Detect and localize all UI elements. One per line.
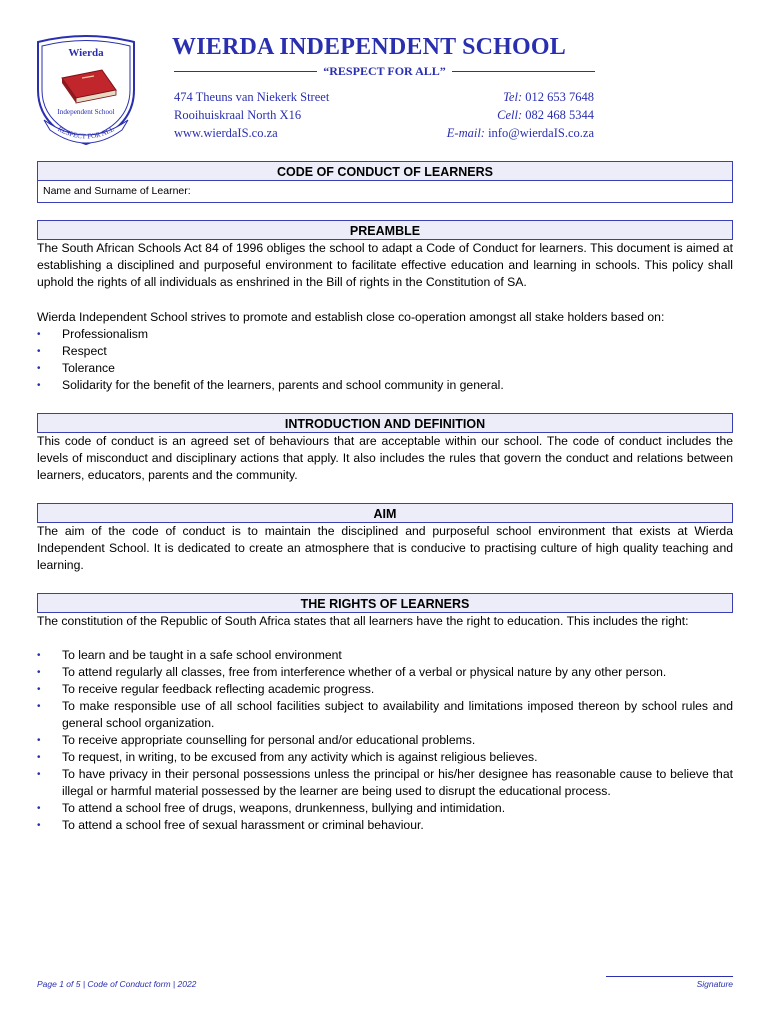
form-title: CODE OF CONDUCT OF LEARNERS: [37, 161, 733, 181]
motto: “RESPECT FOR ALL”: [323, 63, 446, 78]
bullet-icon: •: [37, 735, 41, 746]
motto-rule-left: [174, 71, 317, 72]
introduction-text: This code of conduct is an agreed set of behaviours that are acceptable within our school. The code of conduct includes the levels of misconduct and disciplinary actions that apply. It also includes the rules that govern the conduct and relations between learners, educators, parents and the community.: [37, 434, 733, 482]
list-item: • Professionalism: [37, 327, 149, 341]
email-label: E-mail:: [446, 126, 485, 140]
list-item: • To attend a school free of sexual harassment or criminal behaviour.: [37, 818, 424, 832]
list-item: • Tolerance: [37, 361, 115, 375]
list-item: • To attend regularly all classes, free from interference whether of a verbal or physical nature by any other person.: [37, 665, 667, 679]
bullet-icon: •: [37, 363, 41, 374]
address-line-1: 474 Theuns van Niekerk Street: [174, 90, 330, 104]
contact-numbers: [447, 88, 594, 142]
learner-name-label: Name and Surname of Learner:: [43, 185, 191, 197]
email-row: [447, 124, 594, 142]
logo-top-text: Wierda: [68, 47, 104, 59]
list-item: • To request, in writing, to be excused from any activity which is against religious believes.: [37, 750, 538, 764]
page-footer-info: Page 1 of 5 | Code of Conduct form | 2022: [37, 979, 197, 989]
tel-value: 012 653 7648: [525, 90, 594, 104]
introduction-heading: INTRODUCTION AND DEFINITION: [37, 413, 733, 433]
rights-list: [37, 647, 733, 834]
aim-heading: AIM: [37, 503, 733, 523]
tel-row: [447, 88, 594, 106]
bullet-icon: •: [37, 346, 41, 357]
aim-text: The aim of the code of conduct is to maintain the disciplined and purposeful school environment that exists at Wierda Independent School. It is dedicated to create an atmosphere that is conducive to practising culture of high quality teaching and learning.: [37, 524, 733, 572]
list-item: • Solidarity for the benefit of the learners, parents and school community in general.: [37, 378, 504, 392]
bullet-icon: •: [37, 701, 41, 712]
bullet-icon: •: [37, 803, 41, 814]
cell-value: 082 468 5344: [525, 108, 594, 122]
bullet-icon: •: [37, 820, 41, 831]
bullet-icon: •: [37, 752, 41, 763]
logo-middle-text: Independent School: [57, 108, 115, 116]
bullet-icon: •: [37, 650, 41, 661]
list-item: • To learn and be taught in a safe school environment: [37, 648, 342, 662]
motto-row: [174, 63, 595, 79]
motto-rule-right: [452, 71, 595, 72]
address-line-2: Rooihuiskraal North X16: [174, 108, 302, 122]
preamble-heading: PREAMBLE: [37, 220, 733, 240]
list-item: • Respect: [37, 344, 107, 358]
rights-heading: THE RIGHTS OF LEARNERS: [37, 593, 733, 613]
email-link[interactable]: info@wierdaIS.co.za: [488, 126, 594, 140]
bullet-icon: •: [37, 380, 41, 391]
list-item: • To make responsible use of all school facilities subject to availability and limitations imposed thereon by school rules and general school organization.: [37, 699, 733, 730]
list-item: • To receive regular feedback reflecting academic progress.: [37, 682, 375, 696]
bullet-icon: •: [37, 329, 41, 340]
bullet-icon: •: [37, 769, 41, 780]
preamble-paragraph-1: The South African Schools Act 84 of 1996 obliges the school to adapt a Code of Conduct for learners. This document is aimed at establishing a disciplined and purposeful environment to facilitate effective education and learning in schools. This policy shall uphold the rights of all individuals as enshrined in the Bill of rights in the Constitution of SA.: [37, 241, 733, 289]
signature-line[interactable]: [606, 976, 733, 977]
bullet-icon: •: [37, 684, 41, 695]
rights-intro: The constitution of the Republic of South Africa states that all learners have the right to education. This includes the right:: [37, 614, 689, 628]
school-crest-logo: [30, 32, 142, 148]
tel-label: Tel:: [503, 90, 523, 104]
cell-label: Cell:: [497, 108, 523, 122]
learner-name-field[interactable]: [37, 181, 733, 203]
preamble-list: [37, 326, 733, 394]
list-item: • To have privacy in their personal possessions unless the principal or his/her designee has reasonable cause to believe that illegal or harmful material possessed by the learner are being used to disrupt the educational process.: [37, 767, 733, 798]
logo-bottom-text: RESPECT FOR ALL: [56, 125, 116, 141]
signature-label: Signature: [696, 979, 733, 989]
contact-address: [174, 88, 329, 142]
bullet-icon: •: [37, 667, 41, 678]
list-item: • To receive appropriate counselling for personal and/or educational problems.: [37, 733, 476, 747]
list-item: • To attend a school free of drugs, weapons, drunkenness, bullying and intimidation.: [37, 801, 506, 815]
website-link[interactable]: www.wierdaIS.co.za: [174, 126, 278, 140]
school-name: WIERDA INDEPENDENT SCHOOL: [172, 34, 566, 60]
preamble-paragraph-2: Wierda Independent School strives to promote and establish close co-operation amongst all stake holders based on:: [37, 310, 665, 324]
cell-row: [447, 106, 594, 124]
